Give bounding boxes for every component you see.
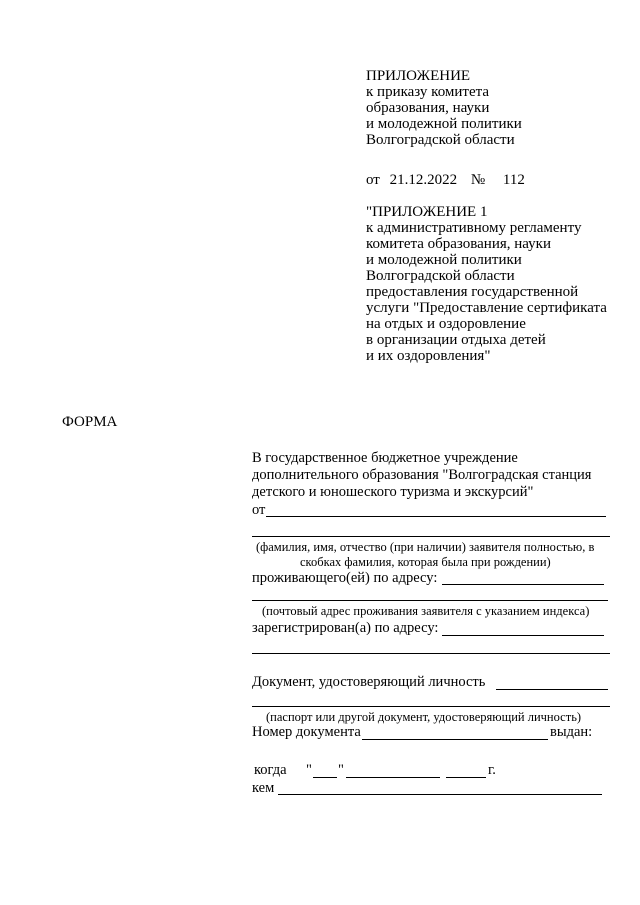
name-hint-line-2: скобках фамилия, которая была при рождении) <box>300 555 551 569</box>
regulation-line: к административному регламенту <box>366 220 582 236</box>
id-document-field[interactable] <box>496 689 608 690</box>
regulation-line: и их оздоровления" <box>366 348 491 364</box>
registered-address-field-2[interactable] <box>252 653 610 654</box>
addressee-line: В государственное бюджетное учреждение <box>252 450 518 466</box>
regulation-appendix <box>366 204 607 364</box>
regulation-line: и молодежной политики <box>366 252 522 268</box>
year-field[interactable] <box>446 777 486 778</box>
order-reference <box>366 172 525 189</box>
registered-address-field[interactable] <box>442 635 604 636</box>
regulation-line: "ПРИЛОЖЕНИЕ 1 <box>366 204 488 220</box>
appendix-header <box>366 68 522 148</box>
doc-number-field[interactable] <box>362 739 548 740</box>
regulation-line: предоставления государственной <box>366 284 579 300</box>
regulation-line: услуги "Предоставление сертификата <box>366 300 607 316</box>
quote-open: " <box>306 762 312 778</box>
addressee-line: детского и юношеского туризма и экскурсий" <box>252 484 534 500</box>
residence-address-field-2[interactable] <box>252 600 608 601</box>
order-from-label: от <box>366 172 380 188</box>
appendix-line: и молодежной политики <box>366 116 522 132</box>
residence-label: проживающего(ей) по адресу: <box>252 570 438 586</box>
issued-label: выдан: <box>550 724 593 740</box>
order-number-sign: № <box>470 172 486 188</box>
appendix-line: образования, науки <box>366 100 490 116</box>
quote-close: " <box>338 762 344 778</box>
from-name-field[interactable] <box>266 516 606 517</box>
registered-label: зарегистрирован(а) по адресу: <box>252 620 439 636</box>
addressee-block <box>252 450 591 501</box>
doc-number-label: Номер документа <box>252 724 361 740</box>
name-field-continued[interactable] <box>252 536 610 537</box>
year-suffix: г. <box>488 762 496 778</box>
from-label: от <box>252 502 266 518</box>
regulation-line: Волгоградской области <box>366 268 515 284</box>
appendix-line: ПРИЛОЖЕНИЕ <box>366 68 471 84</box>
regulation-line: комитета образования, науки <box>366 236 551 252</box>
regulation-line: на отдых и оздоровление <box>366 316 526 332</box>
id-document-label: Документ, удостоверяющий личность <box>252 674 486 690</box>
postal-address-hint: (почтовый адрес проживания заявителя с указанием индекса) <box>262 604 590 618</box>
by-whom-label: кем <box>252 780 275 796</box>
order-number: 112 <box>502 172 525 188</box>
month-field[interactable] <box>346 777 440 778</box>
regulation-line: в организации отдыха детей <box>366 332 546 348</box>
day-field[interactable] <box>313 777 337 778</box>
id-document-field-2[interactable] <box>252 706 610 707</box>
residence-address-field[interactable] <box>442 584 604 585</box>
form-label: ФОРМА <box>62 414 118 430</box>
appendix-line: Волгоградской области <box>366 132 515 148</box>
name-hint-line-1: (фамилия, имя, отчество (при наличии) заявителя полностью, в <box>256 540 595 554</box>
addressee-line: дополнительного образования "Волгоградская станция <box>252 467 592 483</box>
appendix-line: к приказу комитета <box>366 84 490 100</box>
issued-by-field[interactable] <box>278 794 602 795</box>
id-document-hint: (паспорт или другой документ, удостоверяющий личность) <box>266 710 582 724</box>
order-date: 21.12.2022 <box>389 172 458 188</box>
when-label: когда <box>254 762 287 778</box>
